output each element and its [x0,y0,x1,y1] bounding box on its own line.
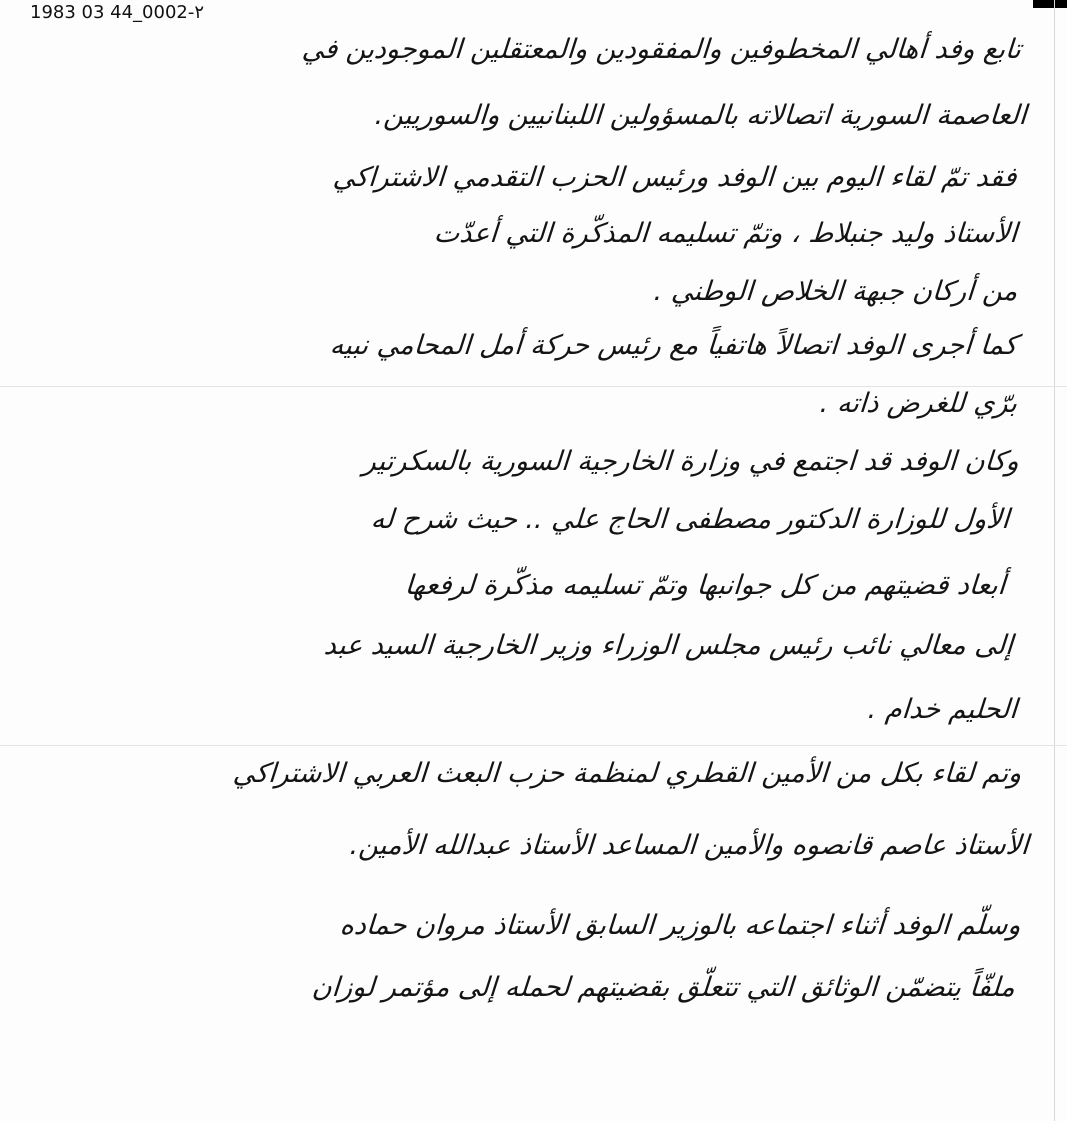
text-line-4: الأستاذ وليد جنبلاط ، وتمّ تسليمه المذكّرة التي أعدّت [432,218,1019,249]
text-line-13: وتم لقاء بكل من الأمين القطري لمنظمة حزب البعث العربي الاشتراكي [231,758,1023,789]
page-edge [1054,0,1055,1121]
text-line-14: الأستاذ عاصم قانصوه والأمين المساعد الأستاذ عبدالله الأمين. [349,830,1031,861]
text-line-12: الحليم خدام . [866,694,1019,725]
text-line-2: العاصمة السورية اتصالاته بالمسؤولين اللبنانيين والسوريين. [374,100,1029,131]
fold-line [0,745,1067,746]
text-line-3: فقد تمّ لقاء اليوم بين الوفد ورئيس الحزب التقدمي الاشتراكي [332,162,1019,193]
text-line-5: من أركان جبهة الخلاص الوطني . [652,276,1019,307]
text-line-10: أبعاد قضيتهم من كل جوانبها وتمّ تسليمه مذكّرة لرفعها [403,570,1007,601]
text-line-15: وسلّم الوفد أثناء اجتماعه بالوزير السابق الأستاذ مروان حماده [339,910,1023,941]
text-line-1: تابع وفد أهالي المخطوفين والمفقودين والمعتقلين الموجودين في [300,34,1023,65]
document-code: 1983 03 44_0002-٢ [30,2,205,23]
text-line-8: وكان الوفد قد اجتمع في وزارة الخارجية السورية بالسكرتير [362,446,1021,477]
text-line-9: الأول للوزارة الدكتور مصطفى الحاج علي .. حيث شرح له [369,504,1011,535]
text-line-7: برّي للغرض ذاته . [818,388,1019,419]
text-line-16: ملفّاً يتضمّن الوثائق التي تتعلّق بقضيتهم لحمله إلى مؤتمر لوزان [310,972,1017,1003]
scan-corner-mark [1033,0,1067,8]
text-line-6: كما أجرى الوفد اتصالاً هاتفياً مع رئيس حركة أمل المحامي نبيه [328,330,1019,361]
fold-line [0,386,1067,387]
text-line-11: إلى معالي نائب رئيس مجلس الوزراء وزير الخارجية السيد عبد [323,630,1015,661]
